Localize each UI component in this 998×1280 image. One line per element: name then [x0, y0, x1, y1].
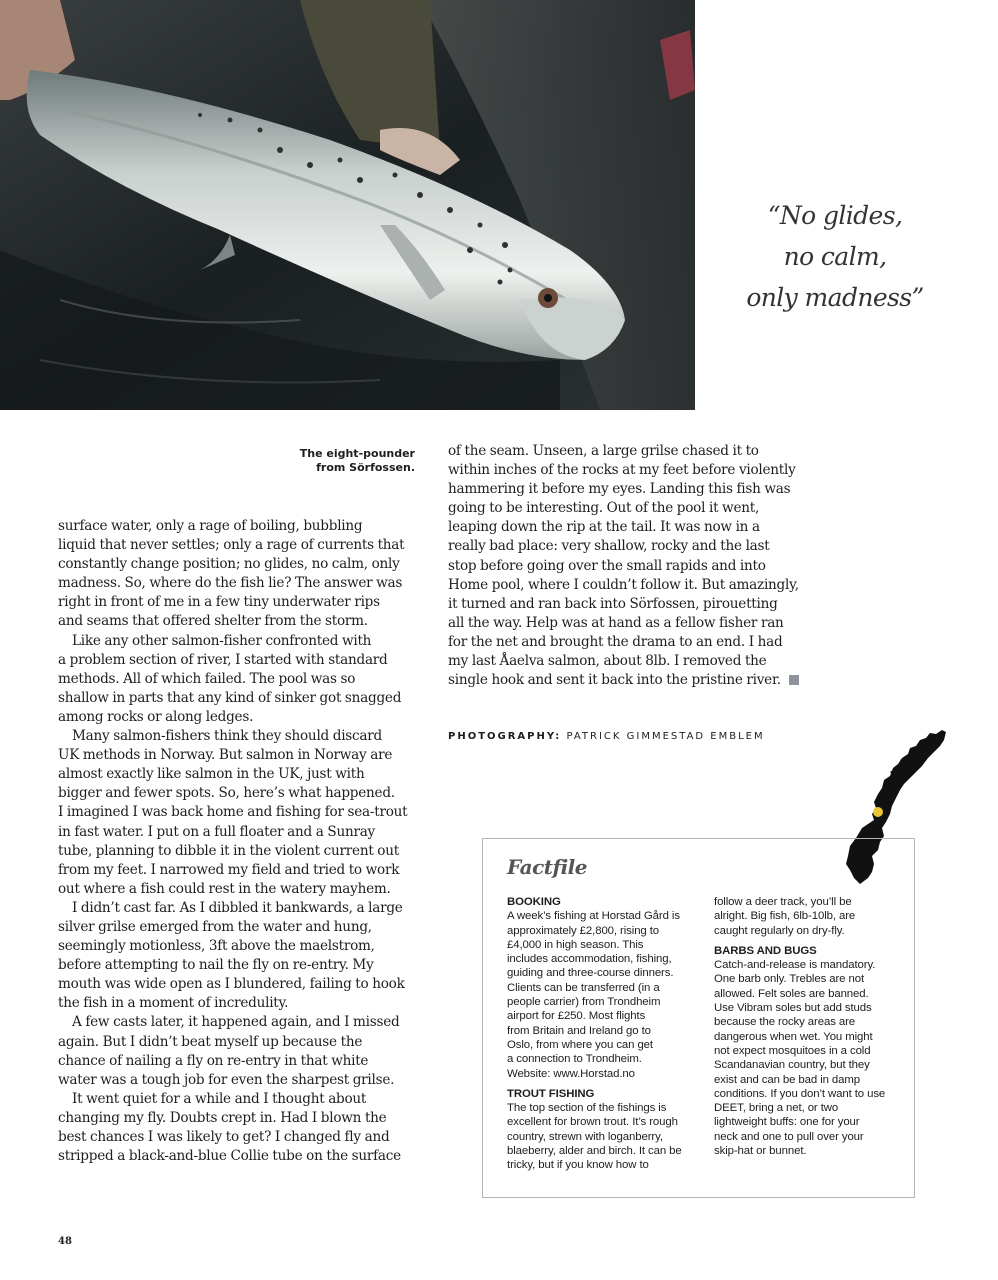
- article-line: Like any other salmon-fisher confronted with: [72, 632, 372, 649]
- factfile-line: alright. Big fish, 6lb-10lb, are: [714, 910, 856, 923]
- article-line: before attempting to nail the fly on re-entry. My: [58, 957, 374, 974]
- factfile-line: not expect mosquitoes in a cold: [714, 1044, 871, 1057]
- article-line: I didn’t cast far. As I dibbled it bankwards, a large: [72, 899, 403, 916]
- page-number: 48: [58, 1236, 72, 1247]
- factfile-column-right: [714, 895, 885, 1158]
- factfile-line: tricky, but if you know how to: [507, 1159, 649, 1172]
- factfile-line: £4,000 in high season. This: [507, 938, 644, 951]
- factfile-title: Factfile: [507, 855, 588, 879]
- article-line: madness. So, where do the fish lie? The answer was: [58, 575, 403, 592]
- factfile-line: DEET, bring a net, or two: [714, 1102, 839, 1115]
- factfile-line: blaeberry, alder and birch. It can be: [507, 1145, 682, 1158]
- pull-quote-line: no calm,: [783, 242, 887, 271]
- article-line: it turned and ran back into Sörfossen, pirouetting: [448, 595, 778, 612]
- factfile-line: airport for £250. Most flights: [507, 1010, 646, 1023]
- factfile-website: Website: www.Horstad.no: [507, 1067, 635, 1080]
- factfile-line: A week’s fishing at Horstad Gård is: [507, 910, 680, 923]
- factfile-column-left: [507, 895, 682, 1173]
- article-line: liquid that never settles; only a rage of currents that: [58, 537, 405, 554]
- article-line: UK methods in Norway. But salmon in Norway are: [58, 747, 393, 764]
- factfile-line: skip-hat or bunnet.: [714, 1145, 807, 1158]
- factfile-line: country, strewn with loganberry,: [507, 1130, 663, 1143]
- factfile-line: Use Vibram soles but add studs: [714, 1002, 872, 1015]
- article-column-left: [58, 517, 418, 1166]
- article-line: changing my fly. Doubts crept in. Had I blown the: [58, 1109, 387, 1126]
- article-line: within inches of the rocks at my feet before violently: [448, 462, 796, 479]
- article-line: tube, planning to dibble it in the violent current out: [58, 842, 399, 859]
- article-line: all the way. Help was at hand as a fellow fisher ran: [448, 614, 784, 631]
- article-line: for the net and brought the drama to an end. I had: [448, 633, 783, 650]
- article-line: out where a fish could rest in the watery mayhem.: [58, 880, 391, 897]
- article-line: leaping down the rip at the tail. It was now in a: [448, 519, 760, 536]
- article-line: constantly change position; no glides, no calm, only: [58, 556, 400, 573]
- article-line-text: single hook and sent it back into the pristine river.: [448, 672, 781, 689]
- article-line: among rocks or along ledges.: [58, 708, 254, 725]
- factfile-line: approximately £2,800, rising to: [507, 924, 660, 937]
- article-line: Many salmon-fishers think they should discard: [72, 728, 382, 745]
- pull-quote-line: “No glides,: [767, 201, 903, 230]
- article-line: really bad place: very shallow, rocky and the last: [448, 538, 770, 555]
- factfile-line: exist and can be bad in damp: [714, 1073, 861, 1086]
- end-of-article-mark: [789, 675, 799, 685]
- photo-credit: [448, 731, 765, 742]
- article-line: stop before going over the small rapids and into: [448, 557, 766, 574]
- caption-line: from Sörfossen.: [316, 461, 415, 474]
- factfile-line: excellent for brown trout. It’s rough: [507, 1116, 678, 1129]
- article-line: A few casts later, it happened again, and I missed: [72, 1014, 400, 1031]
- pull-quote-line: only madness”: [746, 283, 924, 312]
- article-line: the fish in a moment of incredulity.: [58, 995, 289, 1012]
- credit-label: PHOTOGRAPHY:: [448, 731, 562, 742]
- factfile-line: dangerous when wet. You might: [714, 1030, 873, 1043]
- factfile-line: neck and one to pull over your: [714, 1130, 864, 1143]
- factfile-line: lightweight buffs: one for your: [714, 1116, 860, 1129]
- article-line: seemingly motionless, 3ft above the maelstrom,: [58, 938, 375, 955]
- factfile-line: conditions. If you don’t want to use: [714, 1087, 886, 1100]
- article-line: in fast water. I put on a full floater and a Sunray: [58, 823, 375, 840]
- article-line: and seams that offered shelter from the storm.: [58, 613, 368, 630]
- article-line: silver grilse emerged from the water and hung,: [58, 918, 372, 935]
- factfile-line: allowed. Felt soles are banned.: [714, 987, 869, 1000]
- factfile-heading-booking: BOOKING: [507, 896, 561, 908]
- article-line-last: [448, 671, 818, 690]
- article-line: It went quiet for a while and I thought about: [72, 1090, 367, 1107]
- article-line: bigger and fewer spots. So, here’s what happened.: [58, 785, 395, 802]
- article-line: mouth was wide open as I blundered, failing to hook: [58, 976, 405, 993]
- article-column-right: [448, 442, 818, 690]
- factfile-line: from Britain and Ireland go to: [507, 1024, 651, 1037]
- article-line: chance of nailing a fly on re-entry in that white: [58, 1052, 369, 1069]
- factfile-line: Scandanavian country, but they: [714, 1059, 870, 1072]
- photo-caption: [270, 447, 415, 475]
- article-line: hammering it before my eyes. Landing this fish was: [448, 481, 791, 498]
- article-line: stripped a black-and-blue Collie tube on the surface: [58, 1148, 401, 1165]
- credit-name: PATRICK GIMMESTAD EMBLEM: [566, 731, 765, 742]
- article-line: going to be interesting. Out of the pool it went,: [448, 500, 760, 517]
- article-line: shallow in parts that any kind of sinker got snagged: [58, 689, 402, 706]
- article-line: a problem section of river, I started with standard: [58, 651, 388, 668]
- article-line: again. But I didn’t beat myself up because the: [58, 1033, 363, 1050]
- factfile-heading-trout: TROUT FISHING: [507, 1087, 595, 1100]
- article-line: almost exactly like salmon in the UK, just with: [58, 766, 365, 783]
- factfile-box: [482, 838, 915, 1198]
- factfile-line: Clients can be transferred (in a: [507, 981, 660, 994]
- factfile-heading-barbs: BARBS AND BUGS: [714, 944, 817, 957]
- article-line: best chances I was likely to get? I changed fly and: [58, 1129, 390, 1145]
- factfile-line: includes accommodation, fishing,: [507, 953, 672, 966]
- pull-quote: [720, 195, 950, 318]
- salmon-illustration: [0, 0, 695, 410]
- article-line: right in front of me in a few tiny underwater rips: [58, 594, 380, 611]
- factfile-line: follow a deer track, you’ll be: [714, 896, 852, 908]
- factfile-line: Catch-and-release is mandatory.: [714, 959, 876, 972]
- factfile-line: guiding and three-course dinners.: [507, 967, 674, 980]
- caption-line: The eight-pounder: [299, 447, 415, 460]
- hero-photo: [0, 0, 695, 410]
- factfile-line: Oslo, from where you can get: [507, 1038, 653, 1051]
- factfile-line: The top section of the fishings is: [507, 1102, 667, 1115]
- location-marker: [873, 807, 883, 817]
- factfile-line: One barb only. Trebles are not: [714, 973, 865, 986]
- factfile-line: caught regularly on dry-fly.: [714, 924, 845, 937]
- article-line: from my feet. I narrowed my field and tried to work: [58, 861, 400, 878]
- article-line: surface water, only a rage of boiling, bubbling: [58, 518, 363, 534]
- article-line: water was a tough job for even the sharpest grilse.: [58, 1071, 395, 1088]
- factfile-line: people carrier) from Trondheim: [507, 996, 661, 1009]
- article-line: Home pool, where I couldn’t follow it. But amazingly,: [448, 576, 799, 593]
- article-line: methods. All of which failed. The pool was so: [58, 670, 356, 687]
- factfile-line: a connection to Trondheim.: [507, 1053, 642, 1066]
- article-line: of the seam. Unseen, a large grilse chased it to: [448, 443, 759, 459]
- article-line: I imagined I was back home and fishing for sea-trout: [58, 804, 408, 821]
- article-line: my last Åaelva salmon, about 8lb. I removed the: [448, 653, 767, 670]
- factfile-line: because the rocky areas are: [714, 1016, 856, 1029]
